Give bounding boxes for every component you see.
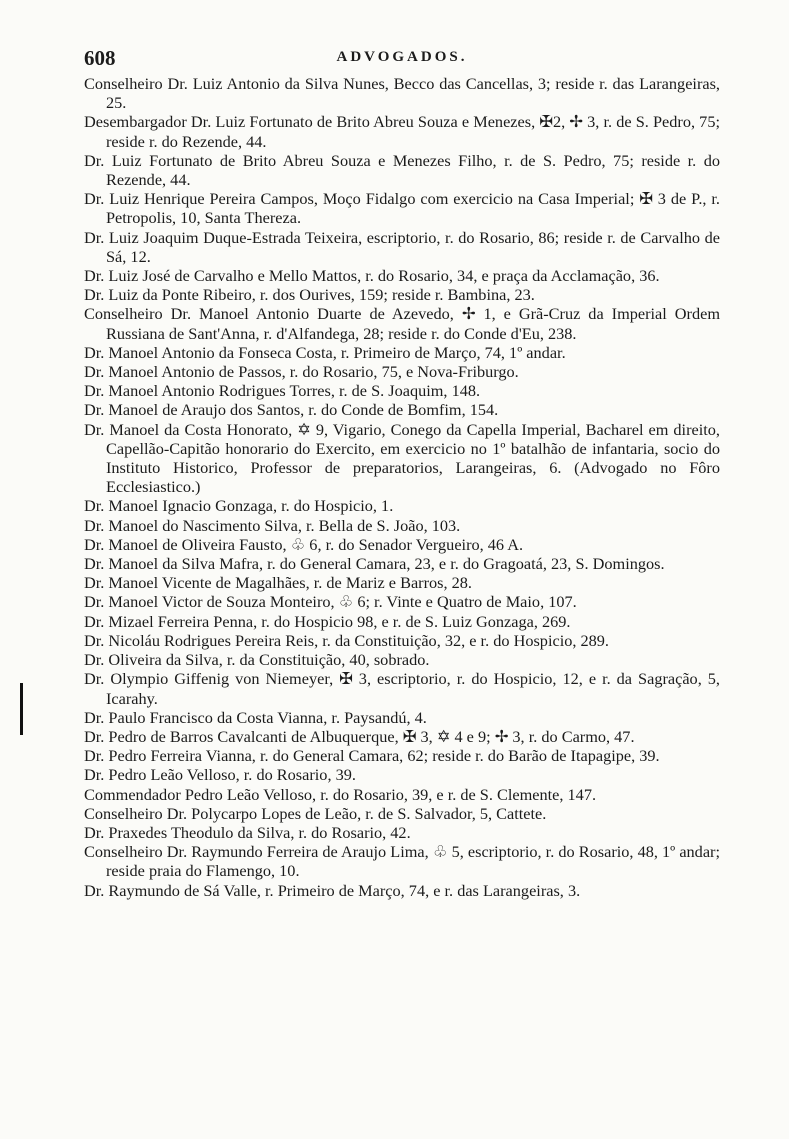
running-title: ADVOGADOS.: [336, 49, 468, 65]
list-item: Dr. Luiz Fortunato de Brito Abreu Souza e Menezes Filho, r. de S. Pedro, 75; reside r. do Rezende, 44.: [84, 150, 720, 190]
margin-mark: [20, 683, 23, 735]
list-item: Conselheiro Dr. Polycarpo Lopes de Leão, r. de S. Salvador, 5, Cattete.: [84, 803, 547, 823]
list-item: Dr. Pedro Leão Velloso, r. do Rosario, 39.: [84, 765, 356, 785]
list-item: Conselheiro Dr. Luiz Antonio da Silva Nunes, Becco das Cancellas, 3; reside r. das Larangeiras, 25.: [84, 74, 720, 113]
list-item: Dr. Manoel da Silva Mafra, r. do General Camara, 23, e r. do Gragoatá, 23, S. Domingos.: [84, 554, 665, 574]
list-item: Dr. Raymundo de Sá Valle, r. Primeiro de Março, 74, e r. das Larangeiras, 3.: [84, 880, 581, 900]
entry-list: [84, 74, 720, 900]
list-item: Dr. Manoel de Oliveira Fausto, ♧ 6, r. do Senador Vergueiro, 46 A.: [84, 534, 524, 554]
list-item: Dr. Luiz José de Carvalho e Mello Mattos, r. do Rosario, 34, e praça da Acclamação, 36.: [84, 266, 660, 286]
list-item: Dr. Praxedes Theodulo da Silva, r. do Rosario, 42.: [84, 822, 411, 842]
list-item: Dr. Mizael Ferreira Penna, r. do Hospicio 98, e r. de S. Luiz Gonzaga, 269.: [84, 611, 571, 631]
list-item: Dr. Manoel do Nascimento Silva, r. Bella de S. João, 103.: [84, 515, 461, 535]
list-item: Conselheiro Dr. Raymundo Ferreira de Araujo Lima, ♧ 5, escriptorio, r. do Rosario, 48, 1º andar; reside praia do Flamengo, 10.: [84, 842, 720, 881]
list-item: Dr. Manoel Antonio de Passos, r. do Rosario, 75, e Nova-Friburgo.: [84, 362, 519, 382]
list-item: Conselheiro Dr. Manoel Antonio Duarte de Azevedo, ✢ 1, e Grã-Cruz da Imperial Ordem Russiana de Sant'Anna, r. d'Alfandega, 28; reside r. do Conde d'Eu, 238.: [84, 304, 720, 343]
list-item: Dr. Manoel da Costa Honorato, ✡ 9, Vigario, Conego da Capella Imperial, Bacharel em direito, Capellão-Capitão honorario do Exercito, em exercicio no 1º batalhão de infantaria, socio do Instituto Historico, Professor de preparatorios, Larangeiras, 6. (Advogado no Fôro Ecclesiastico.): [84, 419, 720, 497]
list-item: Dr. Oliveira da Silva, r. da Constituição, 40, sobrado.: [84, 650, 430, 670]
list-item: Dr. Manoel Antonio Rodrigues Torres, r. de S. Joaquim, 148.: [84, 381, 481, 401]
list-item: Dr. Manoel Vicente de Magalhães, r. de Mariz e Barros, 28.: [84, 573, 472, 593]
list-item: Dr. Manoel Ignacio Gonzaga, r. do Hospicio, 1.: [84, 496, 394, 516]
list-item: Dr. Manoel Antonio da Fonseca Costa, r. Primeiro de Março, 74, 1º andar.: [84, 342, 566, 362]
list-item: Dr. Luiz Henrique Pereira Campos, Moço Fidalgo com exercicio na Casa Imperial; ✠ 3 de P., r. Petropolis, 10, Santa Thereza.: [84, 189, 720, 228]
list-item: Dr. Olympio Giffenig von Niemeyer, ✠ 3, escriptorio, r. do Hospicio, 12, e r. da Sagração, 5, Icarahy.: [84, 669, 720, 708]
page-number: 608: [84, 46, 116, 70]
list-item: Desembargador Dr. Luiz Fortunato de Brito Abreu Souza e Menezes, ✠2, ✢ 3, r. de S. Pedro, 75; reside r. do Rezende, 44.: [84, 112, 720, 151]
list-item: Dr. Pedro de Barros Cavalcanti de Albuquerque, ✠ 3, ✡ 4 e 9; ✢ 3, r. do Carmo, 47.: [84, 726, 635, 746]
list-item: Commendador Pedro Leão Velloso, r. do Rosario, 39, e r. de S. Clemente, 147.: [84, 784, 597, 804]
list-item: Dr. Manoel Victor de Souza Monteiro, ♧ 6; r. Vinte e Quatro de Maio, 107.: [84, 592, 577, 612]
list-item: Dr. Paulo Francisco da Costa Vianna, r. Paysandú, 4.: [84, 707, 427, 727]
list-item: Dr. Luiz da Ponte Ribeiro, r. dos Ourives, 159; reside r. Bambina, 23.: [84, 285, 535, 305]
list-item: Dr. Nicoláu Rodrigues Pereira Reis, r. da Constituição, 32, e r. do Hospicio, 289.: [84, 630, 609, 650]
page-header: [84, 46, 720, 70]
list-item: Dr. Luiz Joaquim Duque-Estrada Teixeira, escriptorio, r. do Rosario, 86; reside r. de Carvalho de Sá, 12.: [84, 227, 720, 266]
list-item: Dr. Manoel de Araujo dos Santos, r. do Conde de Bomfim, 154.: [84, 400, 499, 420]
list-item: Dr. Pedro Ferreira Vianna, r. do General Camara, 62; reside r. do Barão de Itapagipe, 39.: [84, 746, 660, 766]
